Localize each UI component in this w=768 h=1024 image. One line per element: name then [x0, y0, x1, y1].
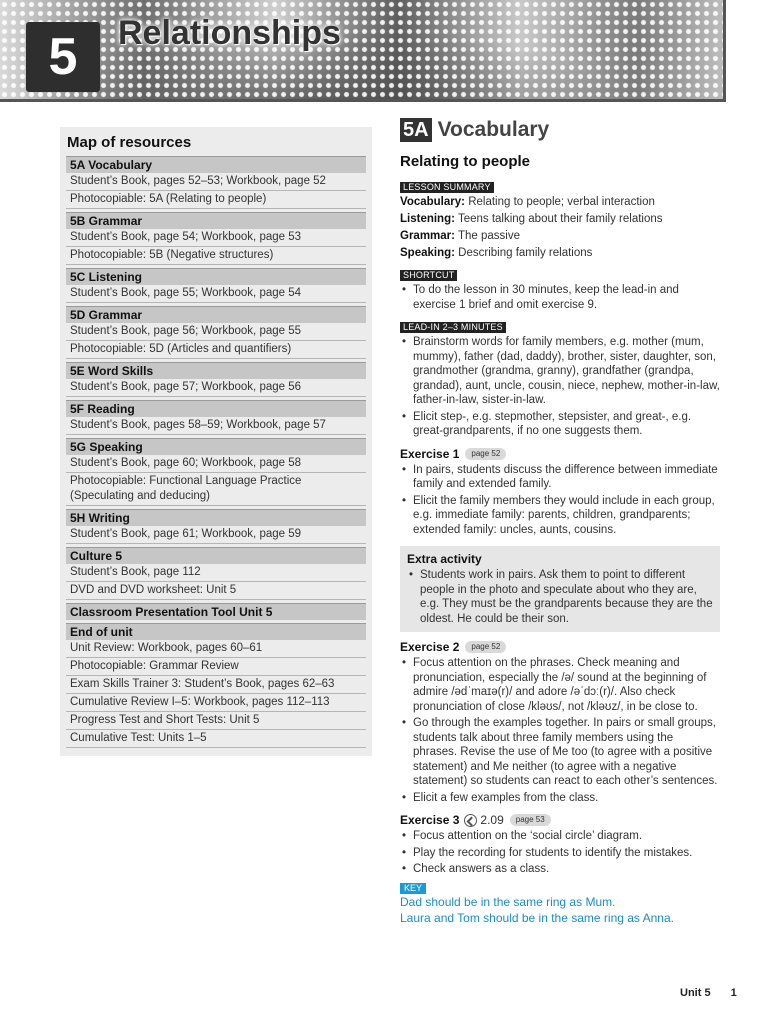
exercise-1-heading [400, 447, 720, 461]
page-reference: page 53 [510, 814, 551, 826]
resource-line: Student’s Book, page 54; Workbook, page 53 [66, 229, 366, 247]
exercise-2-heading [400, 640, 720, 654]
summary-key: Vocabulary: [400, 196, 465, 208]
list-item: • Elicit step-, e.g. stepmother, stepsister, and great-, e.g. great-grandparents, if no one suggests them. [400, 410, 720, 439]
resources-title: Map of resources [67, 134, 192, 151]
resource-line: Student’s Book, page 55; Workbook, page 54 [66, 285, 366, 303]
unit-banner [0, 0, 726, 102]
resource-line: Cumulative Review I–5: Workbook, pages 112–113 [66, 694, 366, 712]
resource-section [66, 156, 366, 209]
extra-activity-box [400, 546, 720, 632]
summary-key: Grammar: [400, 230, 455, 242]
leadin-list [400, 335, 720, 439]
list-item: • Focus attention on the ‘social circle’ diagram. [400, 829, 720, 844]
resource-line: Unit Review: Workbook, pages 60–61 [66, 640, 366, 658]
exercise-2-list [400, 656, 720, 805]
resource-section-heading: 5A Vocabulary [66, 156, 366, 173]
section-title [400, 116, 720, 144]
resource-section [66, 362, 366, 397]
resource-section-heading: Classroom Presentation Tool Unit 5 [66, 603, 366, 620]
list-item: • Go through the examples together. In pairs or small groups, students talk about three family members using the phrases. Revise the use of Me too (to agree with a positive statement) and Me neither (to agree with a negative statement) so students can react to each other’s sentences. [400, 716, 720, 789]
resource-line: Photocopiable: 5D (Articles and quantifiers) [66, 341, 366, 359]
resource-line: Photocopiable: 5B (Negative structures) [66, 247, 366, 265]
page-reference: page 52 [465, 641, 506, 653]
resource-section [66, 547, 366, 600]
resource-section-heading: 5B Grammar [66, 212, 366, 229]
resource-section-heading: 5G Speaking [66, 438, 366, 455]
resource-section-heading: Culture 5 [66, 547, 366, 564]
resource-section-heading: 5D Grammar [66, 306, 366, 323]
exercise-title: Exercise 3 [400, 813, 460, 827]
resource-line: Student’s Book, page 56; Workbook, page 55 [66, 323, 366, 341]
resources-list [66, 156, 366, 748]
resource-line: Photocopiable: Functional Language Practice (Speculating and deducing) [66, 473, 366, 506]
resource-line: Student’s Book, page 60; Workbook, page 58 [66, 455, 366, 473]
resource-line: DVD and DVD worksheet: Unit 5 [66, 582, 366, 600]
exercise-3-list [400, 829, 720, 877]
resource-section [66, 400, 366, 435]
list-item: • Focus attention on the phrases. Check meaning and pronunciation, especially the /ə/ sound at the beginning of admire /ədˈmaɪə(r)/ and adore /əˈdɔː(r)/. Also check pronunciation of close /kləʊs/, not /kləʊz/, in be close to. [400, 656, 720, 714]
summary-row [400, 211, 720, 228]
resource-line: Student’s Book, pages 58–59; Workbook, page 57 [66, 417, 366, 435]
summary-row [400, 228, 720, 245]
resource-section [66, 438, 366, 506]
page-number: 1 [730, 987, 737, 999]
summary-value: The passive [457, 230, 520, 242]
key-answer: Dad should be in the same ring as Mum. [400, 894, 616, 909]
summary-row [400, 245, 720, 262]
list-item: • Play the recording for students to identify the mistakes. [400, 846, 720, 861]
summary-key: Speaking: [400, 247, 455, 259]
exercise-3-heading [400, 813, 720, 827]
shortcut-list [400, 283, 720, 312]
resource-section-heading: 5H Writing [66, 509, 366, 526]
summary-value: Teens talking about their family relations [457, 213, 663, 225]
lesson-column [400, 116, 720, 926]
unit-title: Relationships [118, 14, 341, 52]
resource-line: Progress Test and Short Tests: Unit 5 [66, 712, 366, 730]
resource-section [66, 623, 366, 748]
list-item: • To do the lesson in 30 minutes, keep the lead-in and exercise 1 brief and omit exercise 9. [400, 283, 720, 312]
section-badge: 5A [400, 118, 432, 142]
extra-activity-title: Extra activity [407, 552, 482, 566]
resource-section [66, 509, 366, 544]
key-answer: Laura and Tom should be in the same ring as Anna. [400, 910, 674, 925]
shortcut-label: SHORTCUT [400, 270, 457, 281]
leadin-label: LEAD-IN 2–3 MINUTES [400, 322, 506, 333]
exercise-title: Exercise 2 [400, 640, 460, 654]
resource-section-heading: 5C Listening [66, 268, 366, 285]
resource-line: Student’s Book, page 112 [66, 564, 366, 582]
resource-section [66, 268, 366, 303]
section-name: Vocabulary [437, 118, 550, 141]
resource-section-heading: 5F Reading [66, 400, 366, 417]
list-item: • In pairs, students discuss the difference between immediate family and extended family. [400, 463, 720, 492]
exercise-title: Exercise 1 [400, 446, 460, 461]
lesson-subtitle: Relating to people [400, 153, 531, 170]
resource-section [66, 212, 366, 265]
resource-line: Photocopiable: 5A (Relating to people) [66, 191, 366, 209]
exercise-1-list [400, 463, 720, 538]
page-reference: page 52 [465, 448, 506, 460]
resource-line: Student’s Book, page 61; Workbook, page 59 [66, 526, 366, 544]
list-item: • Brainstorm words for family members, e.g. mother (mum, mummy), father (dad, daddy), brother, sister, daughter, son, grandmother (grandma, granny), grandfather (grandpa, grandad), aunt, uncle, cousin, niece, nephew, mother-in-law, father-in-law, sister-in-law. [400, 335, 720, 408]
resource-line: Student’s Book, page 57; Workbook, page 56 [66, 379, 366, 397]
summary-value: Relating to people; verbal interaction [468, 196, 655, 208]
resource-line: Student’s Book, pages 52–53; Workbook, page 52 [66, 173, 366, 191]
resource-section-heading: End of unit [66, 623, 366, 640]
resource-section-heading: 5E Word Skills [66, 362, 366, 379]
audio-track-number: 2.09 [480, 813, 504, 827]
footer-unit: Unit 5 [680, 987, 711, 999]
list-item: • Elicit the family members they would include in each group, e.g. immediate family: parents, children, grandparents; extended family: uncles, aunts, cousins. [400, 494, 720, 538]
resource-section [66, 306, 366, 359]
list-item: • Check answers as a class. [400, 862, 720, 877]
summary-row [400, 194, 720, 211]
audio-cd-icon [464, 814, 477, 827]
summary-value: Describing family relations [458, 247, 593, 259]
page-footer [680, 987, 737, 999]
map-of-resources [60, 127, 372, 756]
resource-line: Cumulative Test: Units 1–5 [66, 730, 366, 748]
resource-line: Exam Skills Trainer 3: Student’s Book, pages 62–63 [66, 676, 366, 694]
key-label: KEY [400, 883, 426, 894]
extra-activity-list [407, 568, 714, 626]
list-item: • Students work in pairs. Ask them to point to different people in the photo and speculate about who they are, e.g. They must be the grandparents because they are the oldest. He could be their son. [407, 568, 714, 626]
resource-section [66, 603, 366, 620]
unit-number: 5 [26, 22, 100, 92]
summary-key: Listening: [400, 213, 455, 225]
list-item: • Elicit a few examples from the class. [400, 791, 720, 806]
lesson-summary [400, 194, 720, 262]
resource-line: Photocopiable: Grammar Review [66, 658, 366, 676]
lesson-summary-label: LESSON SUMMARY [400, 182, 494, 193]
